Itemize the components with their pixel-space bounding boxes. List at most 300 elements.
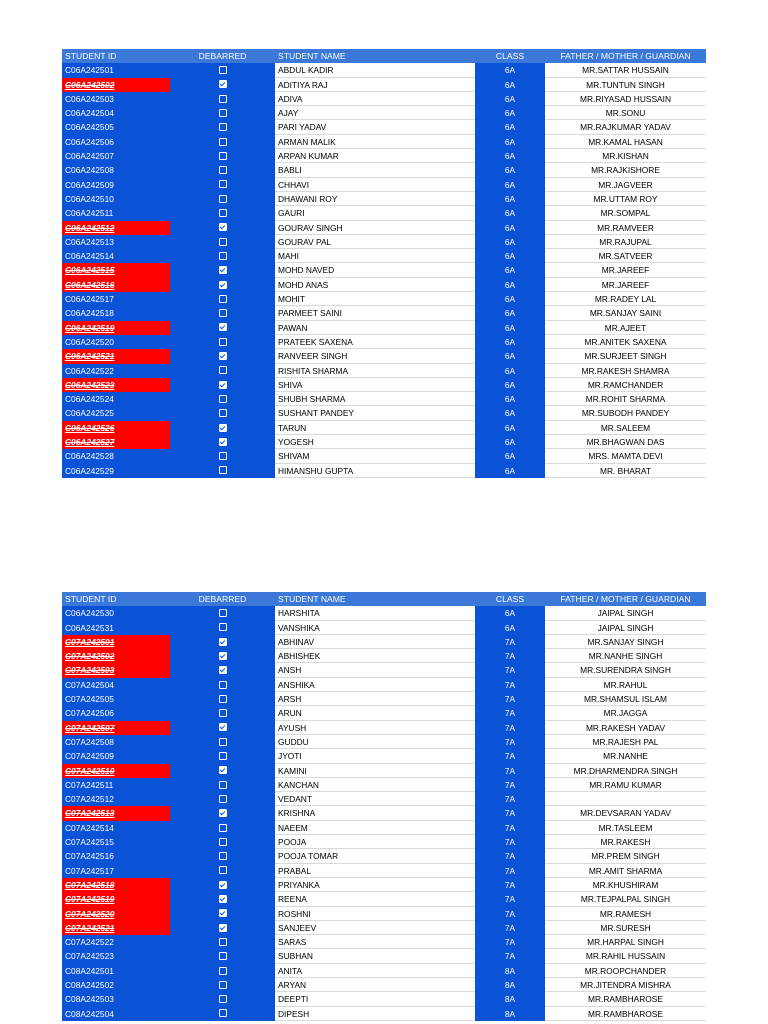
student-name-cell: NAEEM <box>275 821 475 835</box>
class-cell: 7A <box>475 635 545 649</box>
guardian-cell: MR.HARPAL SINGH <box>545 935 706 949</box>
table-row <box>62 92 706 106</box>
checkbox-unchecked-icon[interactable] <box>219 952 227 960</box>
student-id-cell: C07A242514 <box>62 821 170 835</box>
checkbox-checked-icon[interactable] <box>219 766 227 774</box>
student-name-cell: YOGESH <box>275 435 475 449</box>
checkbox-checked-icon[interactable] <box>219 223 227 231</box>
checkbox-unchecked-icon[interactable] <box>219 752 227 760</box>
table-row <box>62 692 706 706</box>
guardian-cell: MR.KHUSHIRAM <box>545 878 706 892</box>
student-name-cell: ARSH <box>275 692 475 706</box>
table-row <box>62 292 706 306</box>
student-name-cell: KANCHAN <box>275 778 475 792</box>
debarred-cell <box>170 764 275 778</box>
student-id-cell: C07A242523 <box>62 949 170 963</box>
debarred-cell <box>170 921 275 935</box>
guardian-cell: MR.SANJAY SAINI <box>545 306 706 320</box>
student-id-cell: C06A242506 <box>62 135 170 149</box>
checkbox-unchecked-icon[interactable] <box>219 795 227 803</box>
checkbox-unchecked-icon[interactable] <box>219 209 227 217</box>
guardian-cell: MR.RIYASAD HUSSAIN <box>545 92 706 106</box>
class-cell: 8A <box>475 978 545 992</box>
debarred-cell <box>170 378 275 392</box>
guardian-cell: MR.BHAGWAN DAS <box>545 435 706 449</box>
student-name-cell: DEEPTI <box>275 992 475 1006</box>
student-id-cell: C07A242510 <box>62 764 170 778</box>
debarred-cell <box>170 635 275 649</box>
student-name-cell: RANVEER SINGH <box>275 349 475 363</box>
table-row <box>62 78 706 92</box>
checkbox-unchecked-icon[interactable] <box>219 295 227 303</box>
class-cell: 7A <box>475 949 545 963</box>
student-name-cell: CHHAVI <box>275 178 475 192</box>
debarred-cell <box>170 749 275 763</box>
guardian-cell: MR.AJEET <box>545 321 706 335</box>
checkbox-checked-icon[interactable] <box>219 352 227 360</box>
table-row <box>62 178 706 192</box>
guardian-cell: MR.RADEY LAL <box>545 292 706 306</box>
guardian-cell: MR.DEVSARAN YADAV <box>545 806 706 820</box>
checkbox-unchecked-icon[interactable] <box>219 866 227 874</box>
checkbox-checked-icon[interactable] <box>219 666 227 674</box>
checkbox-checked-icon[interactable] <box>219 809 227 817</box>
guardian-cell: MR.KISHAN <box>545 149 706 163</box>
student-name-cell: PRABAL <box>275 864 475 878</box>
guardian-cell: MR.RAMESH <box>545 907 706 921</box>
guardian-cell: MR.RAJUPAL <box>545 235 706 249</box>
table-row <box>62 907 706 921</box>
student-id-cell: C07A242516 <box>62 849 170 863</box>
student-id-cell: C06A242529 <box>62 464 170 478</box>
student-id-cell: C06A242509 <box>62 178 170 192</box>
student-id-cell: C07A242517 <box>62 864 170 878</box>
debarred-cell <box>170 792 275 806</box>
table-row <box>62 821 706 835</box>
debarred-cell <box>170 78 275 92</box>
guardian-cell: MR.PREM SINGH <box>545 849 706 863</box>
class-cell: 7A <box>475 935 545 949</box>
debarred-cell <box>170 806 275 820</box>
header-student-name: STUDENT NAME <box>278 594 346 604</box>
class-cell: 7A <box>475 778 545 792</box>
debarred-cell <box>170 292 275 306</box>
class-cell: 6A <box>475 349 545 363</box>
debarred-cell <box>170 649 275 663</box>
student-name-cell: ARYAN <box>275 978 475 992</box>
student-name-cell: AYUSH <box>275 721 475 735</box>
guardian-cell: MR.JAGGA <box>545 706 706 720</box>
student-id-cell: C06A242522 <box>62 364 170 378</box>
debarred-cell <box>170 63 275 77</box>
class-cell: 7A <box>475 749 545 763</box>
student-name-cell: GUDDU <box>275 735 475 749</box>
debarred-cell <box>170 849 275 863</box>
student-table-2 <box>62 592 706 1021</box>
table-row <box>62 278 706 292</box>
student-name-cell: PAWAN <box>275 321 475 335</box>
table-row <box>62 949 706 963</box>
table-row <box>62 663 706 677</box>
student-id-cell: C06A242531 <box>62 621 170 635</box>
checkbox-unchecked-icon[interactable] <box>219 338 227 346</box>
table-row <box>62 435 706 449</box>
student-name-cell: POOJA <box>275 835 475 849</box>
class-cell: 7A <box>475 907 545 921</box>
checkbox-unchecked-icon[interactable] <box>219 967 227 975</box>
student-name-cell: MOHD ANAS <box>275 278 475 292</box>
class-cell: 6A <box>475 192 545 206</box>
table-row <box>62 120 706 134</box>
table-row <box>62 749 706 763</box>
checkbox-unchecked-icon[interactable] <box>219 138 227 146</box>
class-cell: 6A <box>475 221 545 235</box>
student-name-cell: GOURAV SINGH <box>275 221 475 235</box>
student-id-cell: C07A242522 <box>62 935 170 949</box>
student-name-cell: SUSHANT PANDEY <box>275 406 475 420</box>
student-table-1 <box>62 49 706 478</box>
class-cell: 8A <box>475 992 545 1006</box>
checkbox-unchecked-icon[interactable] <box>219 366 227 374</box>
student-name-cell: GAURI <box>275 206 475 220</box>
checkbox-unchecked-icon[interactable] <box>219 938 227 946</box>
student-id-cell: C06A242503 <box>62 92 170 106</box>
student-name-cell: SHIVA <box>275 378 475 392</box>
checkbox-checked-icon[interactable] <box>219 895 227 903</box>
student-id-cell: C07A242502 <box>62 649 170 663</box>
table-row <box>62 764 706 778</box>
checkbox-unchecked-icon[interactable] <box>219 623 227 631</box>
table-row <box>62 135 706 149</box>
checkbox-unchecked-icon[interactable] <box>219 824 227 832</box>
debarred-cell <box>170 892 275 906</box>
checkbox-checked-icon[interactable] <box>219 381 227 389</box>
checkbox-checked-icon[interactable] <box>219 281 227 289</box>
table-row <box>62 778 706 792</box>
student-name-cell: ANSH <box>275 663 475 677</box>
debarred-cell <box>170 406 275 420</box>
header-class: CLASS <box>495 594 525 604</box>
table-row <box>62 378 706 392</box>
guardian-cell: MR.JAGVEER <box>545 178 706 192</box>
class-cell: 6A <box>475 263 545 277</box>
checkbox-unchecked-icon[interactable] <box>219 981 227 989</box>
table-row <box>62 335 706 349</box>
table-row <box>62 806 706 820</box>
debarred-cell <box>170 464 275 478</box>
student-name-cell: SARAS <box>275 935 475 949</box>
table-row <box>62 349 706 363</box>
checkbox-checked-icon[interactable] <box>219 881 227 889</box>
student-id-cell: C08A242503 <box>62 992 170 1006</box>
student-id-cell: C07A242512 <box>62 792 170 806</box>
student-name-cell: AJAY <box>275 106 475 120</box>
debarred-cell <box>170 949 275 963</box>
student-name-cell: ABHINAV <box>275 635 475 649</box>
checkbox-unchecked-icon[interactable] <box>219 852 227 860</box>
student-name-cell: VANSHIKA <box>275 621 475 635</box>
class-cell: 7A <box>475 721 545 735</box>
table-row <box>62 635 706 649</box>
checkbox-unchecked-icon[interactable] <box>219 195 227 203</box>
class-cell: 6A <box>475 135 545 149</box>
checkbox-unchecked-icon[interactable] <box>219 95 227 103</box>
guardian-cell: MR.AMIT SHARMA <box>545 864 706 878</box>
guardian-cell: MR.TUNTUN SINGH <box>545 78 706 92</box>
debarred-cell <box>170 206 275 220</box>
checkbox-unchecked-icon[interactable] <box>219 66 227 74</box>
student-id-cell: C06A242505 <box>62 120 170 134</box>
checkbox-checked-icon[interactable] <box>219 723 227 731</box>
checkbox-unchecked-icon[interactable] <box>219 466 227 474</box>
guardian-cell: MR.SONU <box>545 106 706 120</box>
debarred-cell <box>170 221 275 235</box>
class-cell: 6A <box>475 78 545 92</box>
debarred-cell <box>170 835 275 849</box>
student-id-cell: C06A242517 <box>62 292 170 306</box>
student-id-cell: C06A242524 <box>62 392 170 406</box>
class-cell: 7A <box>475 692 545 706</box>
student-id-cell: C06A242510 <box>62 192 170 206</box>
table-row <box>62 992 706 1006</box>
guardian-cell: MR.JAREEF <box>545 263 706 277</box>
checkbox-unchecked-icon[interactable] <box>219 738 227 746</box>
debarred-cell <box>170 178 275 192</box>
class-cell: 6A <box>475 606 545 620</box>
class-cell: 7A <box>475 649 545 663</box>
checkbox-unchecked-icon[interactable] <box>219 152 227 160</box>
class-cell: 7A <box>475 878 545 892</box>
student-id-cell: C06A242523 <box>62 378 170 392</box>
student-id-cell: C07A242501 <box>62 635 170 649</box>
table-header <box>62 592 706 606</box>
student-id-cell: C06A242513 <box>62 235 170 249</box>
class-cell: 6A <box>475 406 545 420</box>
student-id-cell: C08A242502 <box>62 978 170 992</box>
guardian-cell: MR.ROHIT SHARMA <box>545 392 706 406</box>
class-cell: 7A <box>475 735 545 749</box>
class-cell: 6A <box>475 306 545 320</box>
debarred-cell <box>170 364 275 378</box>
checkbox-unchecked-icon[interactable] <box>219 166 227 174</box>
debarred-cell <box>170 721 275 735</box>
guardian-cell: MR.NANHE SINGH <box>545 649 706 663</box>
student-name-cell: ANSHIKA <box>275 678 475 692</box>
class-cell: 7A <box>475 892 545 906</box>
debarred-cell <box>170 449 275 463</box>
table-row <box>62 406 706 420</box>
table-row <box>62 606 706 620</box>
student-id-cell: C07A242508 <box>62 735 170 749</box>
student-id-cell: C06A242525 <box>62 406 170 420</box>
table-row <box>62 206 706 220</box>
checkbox-checked-icon[interactable] <box>219 638 227 646</box>
checkbox-unchecked-icon[interactable] <box>219 781 227 789</box>
student-name-cell: PARMEET SAINI <box>275 306 475 320</box>
debarred-cell <box>170 678 275 692</box>
student-name-cell: HIMANSHU GUPTA <box>275 464 475 478</box>
student-name-cell: JYOTI <box>275 749 475 763</box>
table-row <box>62 735 706 749</box>
student-name-cell: PRIYANKA <box>275 878 475 892</box>
checkbox-unchecked-icon[interactable] <box>219 395 227 403</box>
table-row <box>62 864 706 878</box>
checkbox-unchecked-icon[interactable] <box>219 452 227 460</box>
student-id-cell: C08A242504 <box>62 1007 170 1021</box>
checkbox-unchecked-icon[interactable] <box>219 180 227 188</box>
guardian-cell: MR.UTTAM ROY <box>545 192 706 206</box>
checkbox-unchecked-icon[interactable] <box>219 109 227 117</box>
checkbox-checked-icon[interactable] <box>219 323 227 331</box>
checkbox-unchecked-icon[interactable] <box>219 838 227 846</box>
checkbox-unchecked-icon[interactable] <box>219 609 227 617</box>
header-debarred: DEBARRED <box>198 594 247 604</box>
class-cell: 7A <box>475 678 545 692</box>
debarred-cell <box>170 120 275 134</box>
checkbox-checked-icon[interactable] <box>219 909 227 917</box>
student-name-cell: MAHI <box>275 249 475 263</box>
debarred-cell <box>170 1007 275 1021</box>
table-row <box>62 63 706 77</box>
table-row <box>62 792 706 806</box>
checkbox-unchecked-icon[interactable] <box>219 1009 227 1017</box>
guardian-cell: MR.SURESH <box>545 921 706 935</box>
student-id-cell: C07A242507 <box>62 721 170 735</box>
checkbox-unchecked-icon[interactable] <box>219 309 227 317</box>
checkbox-checked-icon[interactable] <box>219 80 227 88</box>
guardian-cell: MR.KAMAL HASAN <box>545 135 706 149</box>
class-cell: 6A <box>475 149 545 163</box>
guardian-cell: MR.JAREEF <box>545 278 706 292</box>
class-cell: 6A <box>475 163 545 177</box>
guardian-cell: JAIPAL SINGH <box>545 606 706 620</box>
debarred-cell <box>170 263 275 277</box>
guardian-cell: MR.ROOPCHANDER <box>545 964 706 978</box>
table-row <box>62 849 706 863</box>
debarred-cell <box>170 663 275 677</box>
checkbox-checked-icon[interactable] <box>219 924 227 932</box>
student-name-cell: BABLI <box>275 163 475 177</box>
guardian-cell: MR. BHARAT <box>545 464 706 478</box>
class-cell: 7A <box>475 849 545 863</box>
student-name-cell: POOJA TOMAR <box>275 849 475 863</box>
table-row <box>62 964 706 978</box>
checkbox-checked-icon[interactable] <box>219 438 227 446</box>
guardian-cell: MR.TEJPALPAL SINGH <box>545 892 706 906</box>
guardian-cell: MR.SHAMSUL ISLAM <box>545 692 706 706</box>
table-row <box>62 464 706 478</box>
student-id-cell: C07A242509 <box>62 749 170 763</box>
table-row <box>62 249 706 263</box>
student-id-cell: C06A242511 <box>62 206 170 220</box>
class-cell: 6A <box>475 421 545 435</box>
class-cell: 6A <box>475 449 545 463</box>
header-student-name: STUDENT NAME <box>278 51 346 61</box>
class-cell: 7A <box>475 835 545 849</box>
class-cell: 8A <box>475 964 545 978</box>
table-row <box>62 892 706 906</box>
student-name-cell: MOHIT <box>275 292 475 306</box>
class-cell: 6A <box>475 249 545 263</box>
header-guardian: FATHER / MOTHER / GUARDIAN <box>560 594 691 604</box>
table-row <box>62 706 706 720</box>
debarred-cell <box>170 163 275 177</box>
guardian-cell: MR.NANHE <box>545 749 706 763</box>
student-id-cell: C06A242508 <box>62 163 170 177</box>
debarred-cell <box>170 192 275 206</box>
student-name-cell: TARUN <box>275 421 475 435</box>
table-row <box>62 192 706 206</box>
guardian-cell: MR.SALEEM <box>545 421 706 435</box>
table-row <box>62 935 706 949</box>
table-row <box>62 306 706 320</box>
table-row <box>62 421 706 435</box>
student-id-cell: C07A242503 <box>62 663 170 677</box>
checkbox-unchecked-icon[interactable] <box>219 995 227 1003</box>
class-cell: 6A <box>475 464 545 478</box>
checkbox-unchecked-icon[interactable] <box>219 709 227 717</box>
checkbox-checked-icon[interactable] <box>219 652 227 660</box>
table-row <box>62 392 706 406</box>
checkbox-unchecked-icon[interactable] <box>219 681 227 689</box>
student-name-cell: DHAWANI ROY <box>275 192 475 206</box>
debarred-cell <box>170 992 275 1006</box>
table-row <box>62 878 706 892</box>
table-row <box>62 106 706 120</box>
debarred-cell <box>170 421 275 435</box>
table-row <box>62 721 706 735</box>
debarred-cell <box>170 878 275 892</box>
table-row <box>62 621 706 635</box>
student-id-cell: C06A242521 <box>62 349 170 363</box>
class-cell: 8A <box>475 1007 545 1021</box>
student-id-cell: C07A242519 <box>62 892 170 906</box>
debarred-cell <box>170 435 275 449</box>
checkbox-unchecked-icon[interactable] <box>219 252 227 260</box>
table-row <box>62 978 706 992</box>
checkbox-checked-icon[interactable] <box>219 424 227 432</box>
student-id-cell: C06A242526 <box>62 421 170 435</box>
guardian-cell: MR.RAMBHAROSE <box>545 1007 706 1021</box>
student-id-cell: C06A242515 <box>62 263 170 277</box>
debarred-cell <box>170 621 275 635</box>
header-guardian: FATHER / MOTHER / GUARDIAN <box>560 51 691 61</box>
checkbox-unchecked-icon[interactable] <box>219 695 227 703</box>
guardian-cell: MR.JITENDRA MISHRA <box>545 978 706 992</box>
student-id-cell: C08A242501 <box>62 964 170 978</box>
table-row <box>62 163 706 177</box>
table-row <box>62 921 706 935</box>
class-cell: 6A <box>475 63 545 77</box>
student-id-cell: C07A242518 <box>62 878 170 892</box>
guardian-cell: MR.RAHIL HUSSAIN <box>545 949 706 963</box>
student-id-cell: C06A242530 <box>62 606 170 620</box>
student-name-cell: ANITA <box>275 964 475 978</box>
class-cell: 6A <box>475 292 545 306</box>
checkbox-unchecked-icon[interactable] <box>219 238 227 246</box>
student-name-cell: VEDANT <box>275 792 475 806</box>
guardian-cell: MR.RAJESH PAL <box>545 735 706 749</box>
guardian-cell: MR.TASLEEM <box>545 821 706 835</box>
checkbox-unchecked-icon[interactable] <box>219 409 227 417</box>
class-cell: 7A <box>475 864 545 878</box>
checkbox-checked-icon[interactable] <box>219 266 227 274</box>
guardian-cell: MR.RAJKUMAR YADAV <box>545 120 706 134</box>
debarred-cell <box>170 978 275 992</box>
checkbox-unchecked-icon[interactable] <box>219 123 227 131</box>
table-row <box>62 221 706 235</box>
student-name-cell: ARUN <box>275 706 475 720</box>
